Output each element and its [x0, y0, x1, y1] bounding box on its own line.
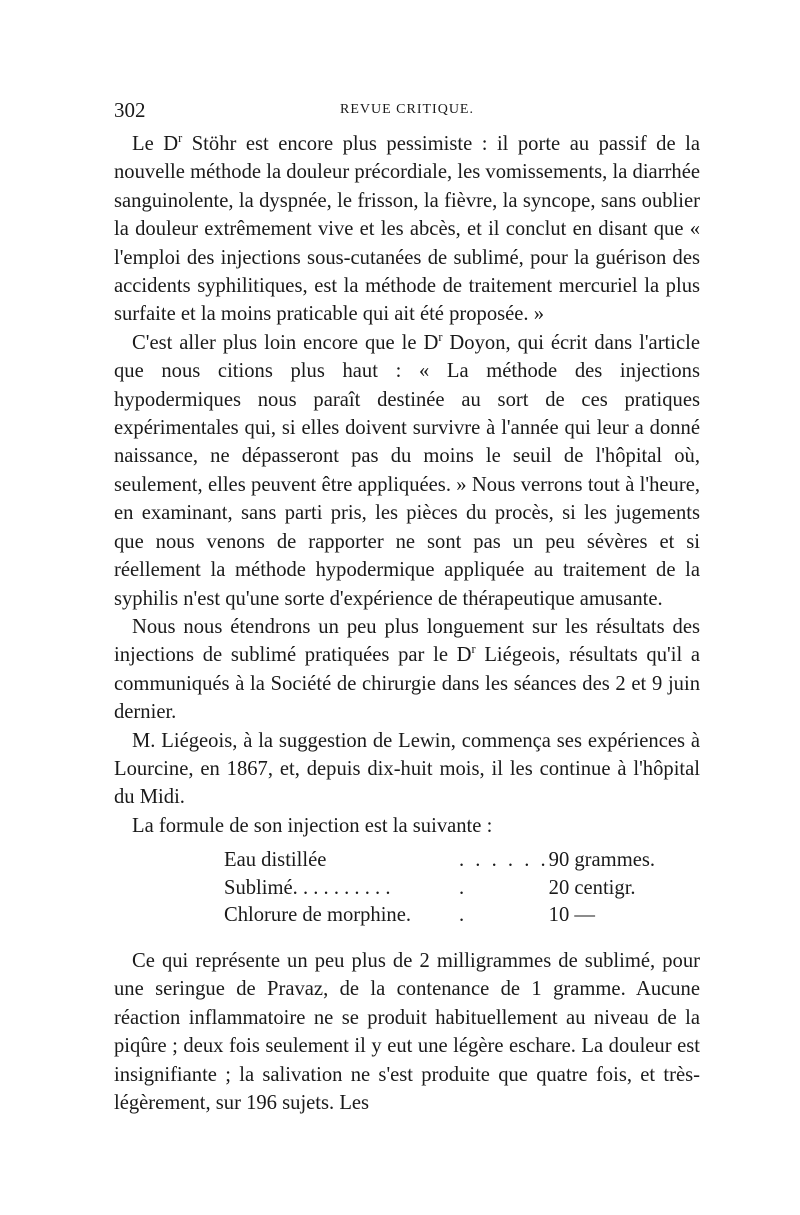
- page-number: 302: [114, 98, 146, 122]
- formula-dots: . . . . . .: [459, 849, 549, 872]
- running-head: [114, 96, 700, 130]
- paragraph-stohr: Le $D^r$ Stöhr est encore plus pessimiste : il porte au passif de la nouvelle méthode la douleur précordiale, les vomissements, la diarrhée sanguinolente, la dyspnée, le frisson, la fièvre, la syncope, sans oublier la douleur extrêmement vive et les abcès, et il conclut en disant que « l'emploi des injections sous-cutanées de sublimé, pour la guérison des accidents syphilitiques, est la méthode de traitement mercuriel la plus surfaite et la moins praticable qui ait été proposée. »: [114, 131, 700, 326]
- running-title: REVUE CRITIQUE.: [340, 102, 474, 117]
- paragraph-liegeois-lewin: M. Liégeois, à la suggestion de Lewin, commença ses expériences à Lourcine, en 1867, et, depuis dix-huit mois, il les continue à l'hôpital du Midi.: [114, 729, 700, 809]
- formula-ingredient: Eau distillée: [224, 849, 327, 872]
- formula-row: [224, 847, 694, 875]
- formula-dots: .: [459, 904, 468, 927]
- paragraph-closing: Ce qui représente un peu plus de 2 milligrammes de sublimé, pour une seringue de Pravaz, de la contenance de 1 gramme. Aucune réaction inflammatoire ne se produit habituellement au niveau de la piqûre ; deux fois seulement il y eut une légère eschare. La douleur est insignifiante ; la salivation ne s'est produite que quatre fois, et très-légèrement, sur 196 sujets. Les: [114, 949, 700, 1114]
- formula-row: [224, 902, 694, 930]
- paragraph-doyon: C'est aller plus loin encore que le $D^r$ Doyon, qui écrit dans l'article que nous citions plus haut : « La méthode des injections hypodermiques nous paraît destinée au sort de ces pratiques expérimentales qui, si elles doivent survivre à l'année qui leur a donné naissance, ne dépasseront pas du moins le seuil de l'hôpital où, seulement, elles peuvent être appliquées. » Nous verrons tout à l'heure, en examinant, sans parti pris, les pièces du procès, si les jugements que nous venons de rapporter ne sont pas un peu sévères et si réellement la méthode hypodermique appliquée au traitement de la syphilis n'est qu'une sorte d'expérience de thérapeutique amusante.: [114, 329, 700, 610]
- formula-table: [224, 847, 694, 930]
- formula-quantity: 20 centigr.: [548, 876, 636, 899]
- paragraph-formula-intro: La formule de son injection est la suivante :: [132, 814, 493, 837]
- formula-quantity: 10 —: [548, 904, 595, 927]
- body-text: [114, 130, 700, 1117]
- formula-dots: .: [459, 876, 468, 899]
- formula-quantity: 90 grammes.: [548, 849, 656, 872]
- formula-ingredient: Sublimé. . . . . . . . . .: [224, 876, 391, 899]
- paragraph-liegeois-intro: Nous nous étendrons un peu plus longuement sur les résultats des injections de sublimé pratiquées par le $D^r$ Liégeois, résultats qu'il a communiqués à la Société de chirurgie dans les séances des 2 et 9 juin dernier.: [114, 615, 700, 724]
- formula-row: [224, 875, 694, 903]
- formula-ingredient: Chlorure de morphine.: [224, 904, 412, 927]
